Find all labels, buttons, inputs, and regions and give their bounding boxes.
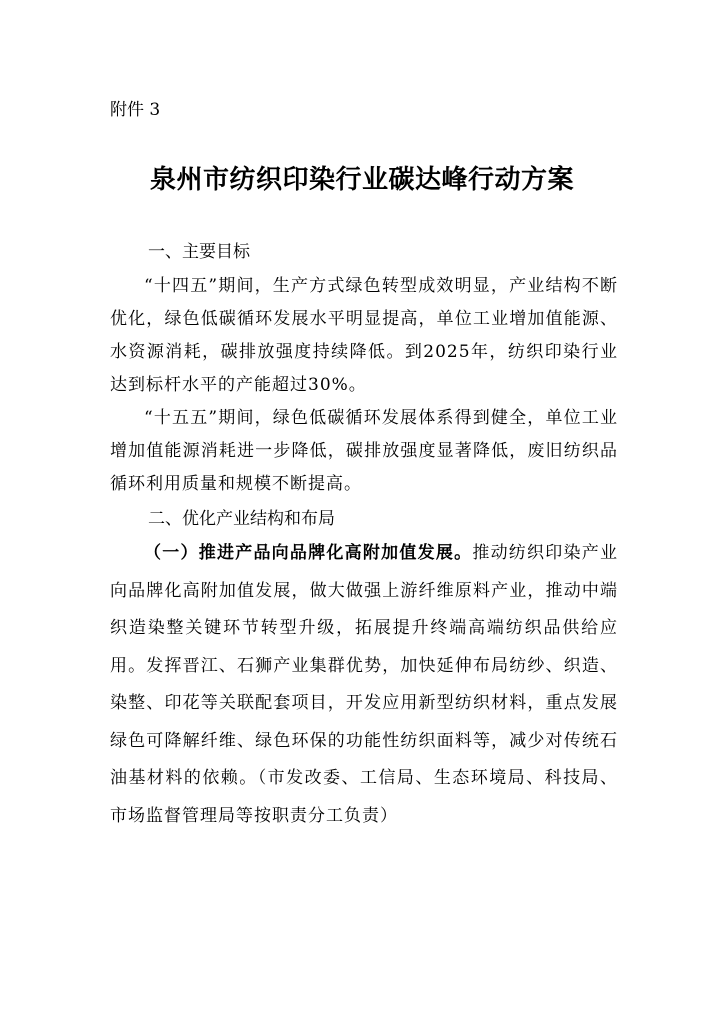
document-title: 泉州市纺织印染行业碳达峰行动方案 — [149, 165, 574, 195]
section-heading-main-goals: 一、主要目标 — [148, 242, 250, 262]
section-heading-optimize-structure: 二、优化产业结构和布局 — [148, 509, 335, 529]
document-body — [110, 236, 618, 835]
paragraph-brand-high-value — [110, 535, 618, 835]
attachment-label — [110, 98, 160, 122]
paragraph-lead-title: （一）推进产品向品牌化高附加值发展。 — [144, 543, 473, 563]
attachment-number: 3 — [149, 100, 161, 120]
paragraph-15th-five-year: “十五五”期间，绿色低碳循环发展体系得到健全，单位工业增加值能源消耗进一步降低，碳排放强度显著降低，废旧纺织品循环利用质量和规模不断提高。 — [110, 408, 618, 494]
paragraph-14th-five-year: “十四五”期间，生产方式绿色转型成效明显，产业结构不断优化，绿色低碳循环发展水平明显提高，单位工业增加值能源、水资源消耗，碳排放强度持续降低。到2025年，纺织印染行业达到标杆水平的产能超过30%。 — [110, 276, 618, 395]
paragraph-body-text: 推动纺织印染产业向品牌化高附加值发展，做大做强上游纤维原料产业，推动中端织造染整关键环节转型升级，拓展提升终端高端纺织品供给应用。发挥晋江、石狮产业集群优势，加快延伸布局纺纱、织造、染整、印花等关联配套项目，开发应用新型纺织材料，重点发展绿色可降解纤维、绿色环保的功能性纺织面料等，减少对传统石油基材料的依赖。（市发改委、工信局、生态环境局、科技局、市场监督管理局等按职责分工负责） — [110, 543, 619, 826]
attachment-word: 附件 — [110, 100, 144, 120]
